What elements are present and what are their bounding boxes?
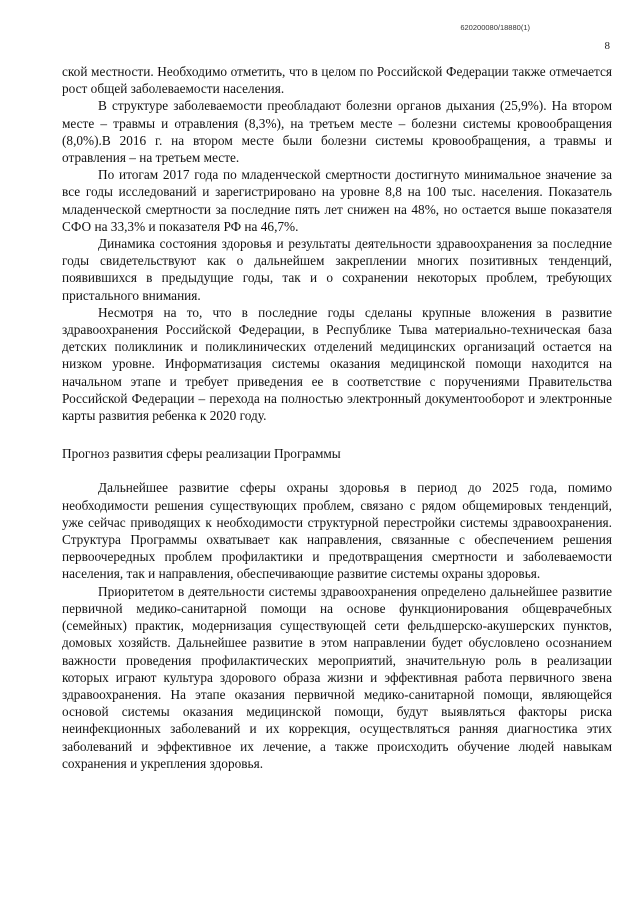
paragraph: Несмотря на то, что в последние годы сделаны крупные вложения в развитие здравоохранения Российской Федерации, в Республике Тыва материально-техническая база детских поликлиник и поликлинических отделений медицинских организаций остается на низком уровне. Информатизация системы оказания медицинской помощи находится на начальном этапе и требует приведения ее в соответствие с поручениями Правительства Российской Федерации – перехода на полностью электронный документооборот и электронные карты развития ребенка к 2020 году. [62,304,612,424]
paragraph: Дальнейшее развитие сферы охраны здоровья в период до 2025 года, помимо необходимости решения существующих проблем, связано с рядом общемировых тенденций, уже сейчас приводящих к необходимости структурной перестройки системы здравоохранения. Структура Программы охватывает как направления, связанные с обеспечением решения первоочередных проблем профилактики и предотвращения смертности и заболеваемости населения, так и направления, обеспечивающие развитие системы охраны здоровья. [62,480,612,582]
paragraph: ской местности. Необходимо отметить, что в целом по Российской Федерации также отмечается рост общей заболеваемости населения. [62,64,612,97]
section-title: Прогноз развития сферы реализации Программы [62,446,341,462]
document-body [62,63,612,772]
document-id: 620200080/18880(1) [460,23,530,32]
paragraph: Приоритетом в деятельности системы здравоохранения определено дальнейшее развитие первичной медико-санитарной помощи на основе функционирования общеврачебных (семейных) практик, модернизация существующей сети фельдшерско-акушерских пунктов, домовых хозяйств. Дальнейшее развитие в этом направлении будет обусловлено осознанием важности проведения профилактических мероприятий, значительную роль в реализации которых играют культура здорового образа жизни и эффективная работа первичного звена здравоохранения. На этапе оказания первичной медико-санитарной помощи, являющейся основой системы оказания медицинской помощи, будут выявляться факторы риска неинфекционных заболеваний и их коррекция, осуществляться ранняя диагностика этих заболеваний и эффективное их лечение, а также происходить обучение людей навыкам сохранения и укрепления здоровья. [62,583,612,771]
page-number: 8 [604,40,610,52]
paragraph: По итогам 2017 года по младенческой смертности достигнуто минимальное значение за все годы исследований и зарегистрировано на уровне 8,8 на 100 тыс. населения. Показатель младенческой смертности за последние пять лет снижен на 48%, но остается выше показателя СФО на 33,3% и показателя РФ на 46,7%. [62,167,612,234]
paragraph: В структуре заболеваемости преобладают болезни органов дыхания (25,9%). На втором месте – травмы и отравления (8,3%), на третьем месте – болезни системы кровообращения (8,0%).В 2016 г. на втором месте были болезни системы кровообращения, а травмы и отравления – на третьем месте. [62,98,612,166]
paragraph: Динамика состояния здоровья и результаты деятельности здравоохранения за последние годы свидетельствуют как о дальнейшем закреплении многих позитивных тенденций, появившихся в предыдущие годы, так и о сохранении некоторых проблем, требующих пристального внимания. [62,236,612,303]
